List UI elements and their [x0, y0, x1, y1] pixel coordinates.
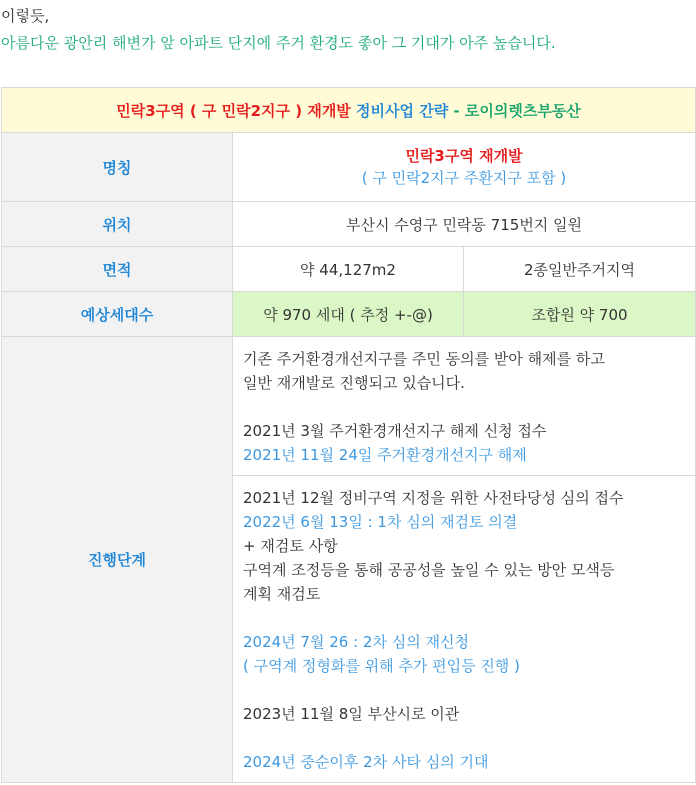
progress-line: 일반 재개발로 진행되고 있습니다. [243, 374, 465, 392]
progress-line [243, 395, 685, 419]
title-blue: 정비사업 간략 [356, 101, 449, 120]
location-row [2, 202, 696, 247]
progress-line: 2021년 3월 주거환경개선지구 해제 신청 접수 [243, 422, 547, 440]
name-row [2, 133, 696, 202]
title-dash: - [448, 101, 465, 120]
progress-label: 진행단계 [2, 337, 233, 783]
location-value: 부산시 수영구 민락동 715번지 일원 [233, 202, 696, 247]
table-title [2, 88, 696, 133]
progress-value-cell [233, 337, 696, 783]
title-red: 민락3구역 ( 구 민락2지구 ) 재개발 [116, 101, 351, 120]
redevelopment-info-table [1, 87, 696, 783]
progress-line: + 재검토 사항 [243, 537, 338, 555]
title-green: 로이의렛츠부동산 [464, 101, 581, 120]
area-label: 면적 [2, 247, 233, 292]
progress-block-1 [233, 337, 695, 475]
name-label: 명칭 [2, 133, 233, 202]
location-label: 위치 [2, 202, 233, 247]
members-value: 조합원 약 700 [464, 292, 696, 337]
progress-block-2 [233, 475, 695, 782]
households-row [2, 292, 696, 337]
progress-line: 2021년 12월 정비구역 지정을 위한 사전타당성 심의 접수 [243, 489, 624, 507]
progress-line: 2021년 11월 24일 주거환경개선지구 해제 [243, 446, 527, 464]
zone-value: 2종일반주거지역 [464, 247, 696, 292]
intro-line-1: 이렇듯, [1, 7, 50, 25]
progress-line [243, 606, 685, 630]
progress-line: 2023년 11월 8일 부산시로 이관 [243, 705, 460, 723]
progress-line: 2024년 7월 26 : 2차 심의 재신청 [243, 633, 469, 651]
progress-line: 2022년 6월 13일 : 1차 심의 재검토 의결 [243, 513, 518, 531]
households-value: 약 970 세대 ( 추정 +-@) [233, 292, 464, 337]
area-value: 약 44,127m2 [233, 247, 464, 292]
households-label: 예상세대수 [2, 292, 233, 337]
progress-line: 구역계 조정등을 통해 공공성을 높일 수 있는 방안 모색등 [243, 561, 615, 579]
progress-line [243, 726, 685, 750]
progress-line: 기존 주거환경개선지구를 주민 동의를 받아 해제를 하고 [243, 350, 605, 368]
name-value-cell [233, 133, 696, 202]
name-main: 민락3구역 재개발 [405, 147, 523, 165]
progress-line: ( 구역계 정형화를 위해 추가 편입등 진행 ) [243, 657, 520, 675]
area-row [2, 247, 696, 292]
progress-row [2, 337, 696, 783]
intro-line-2: 아름다운 광안리 해변가 앞 아파트 단지에 주거 환경도 좋아 그 기대가 아주 높습니다. [1, 34, 556, 52]
progress-line: 계획 재검토 [243, 585, 321, 603]
title-row [2, 88, 696, 133]
progress-line: 2024년 중순이후 2차 사타 심의 기대 [243, 753, 489, 771]
progress-line [243, 678, 685, 702]
name-sub: ( 구 민락2지구 주환지구 포함 ) [361, 169, 567, 187]
